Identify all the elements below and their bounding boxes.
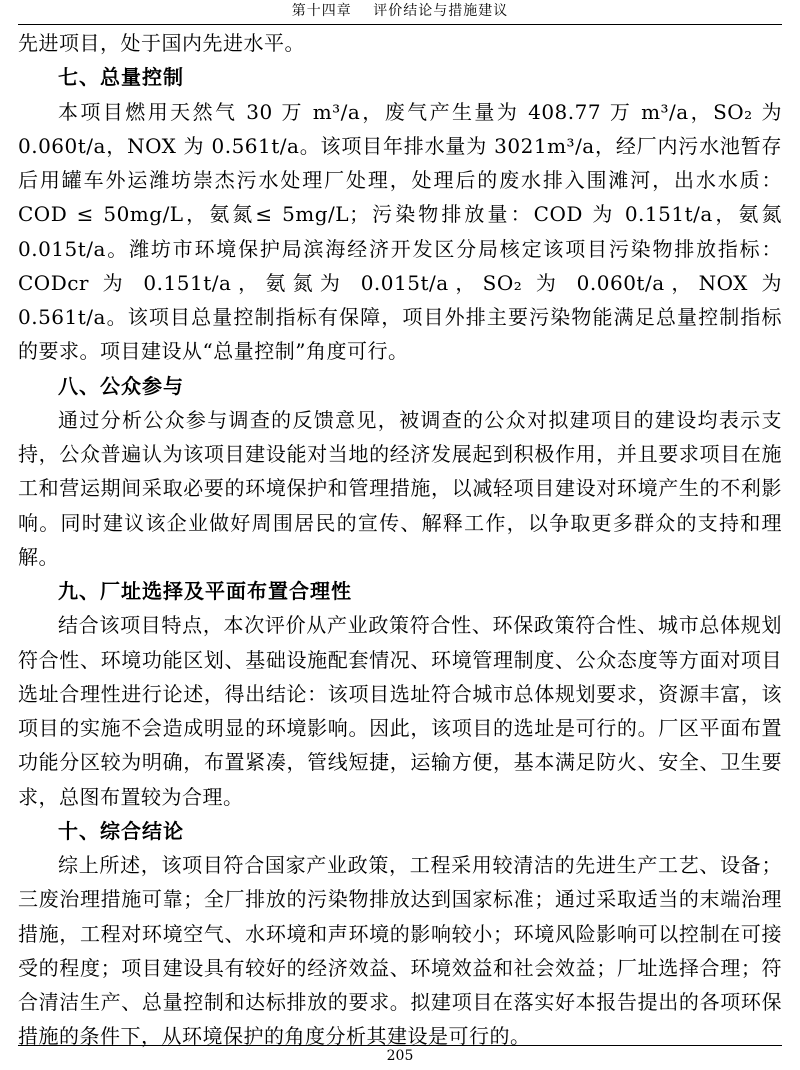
section-7-heading: 七、总量控制 <box>58 65 184 90</box>
chapter-title: 评价结论与措施建议 <box>373 3 509 19</box>
section-9-heading: 九、厂址选择及平面布置合理性 <box>58 579 352 603</box>
intro-tail-paragraph: 先进项目，处于国内先进水平。 <box>18 31 305 55</box>
document-body <box>18 26 782 1054</box>
chapter-label: 第十四章 <box>291 3 352 19</box>
section-7-body: 本项目燃用天然气 30 万 m³/a，废气产生量为 408.77 万 m³/a，SO₂ 为 0.060t/a，NOX 为 0.561t/a。该项目年排水量为 3021m³/a，经厂内污水池暂存后用罐车外运潍坊崇杰污水处理厂处理，处理后的废水排入围滩河，出水水质：COD ≤ 50mg/L，氨氮≤ 5mg/L；污染物排放量：COD 为 0.151t/a，氨氮 0.015t/a。潍坊市环境保护局滨海经济开发区分局核定该项目污染物排放指标：CODcr 为 0.151t/a，氨氮为 0.015t/a，SO₂ 为 0.060t/a，NOX 为 0.561t/a。该项目总量控制指标有保障，项目外排主要污染物能满足总量控制指标的要求。项目建设从“总量控制”角度可行。 <box>18 99 782 364</box>
page-number: 205 <box>386 1048 414 1064</box>
page-footer <box>18 1045 782 1070</box>
section-8-heading: 八、公众参与 <box>58 373 184 398</box>
page-header <box>18 0 782 25</box>
section-10-body: 综上所述，该项目符合国家产业政策，工程采用较清洁的先进生产工艺、设备；三废治理措施可靠；全厂排放的污染物排放达到国家标准；通过采取适当的末端治理措施，工程对环境空气、水环境和声环境的影响较小；环境风险影响可以控制在可接受的程度；项目建设具有较好的经济效益、环境效益和社会效益；厂址选择合理；符合清洁生产、总量控制和达标排放的要求。拟建项目在落实好本报告提出的各项环保措施的条件下，从环境保护的角度分析其建设是可行的。 <box>18 853 782 1049</box>
section-8-body: 通过分析公众参与调查的反馈意见，被调查的公众对拟建项目的建设均表示支持，公众普遍认为该项目建设能对当地的经济发展起到积极作用，并且要求项目在施工和营运期间采取必要的环境保护和管理措施，以减轻项目建设对环境产生的不利影响。同时建议该企业做好周围居民的宣传、解释工作，以争取更多群众的支持和理解。 <box>18 407 782 569</box>
section-10-heading: 十、综合结论 <box>58 818 184 843</box>
section-9-body: 结合该项目特点，本次评价从产业政策符合性、环保政策符合性、城市总体规划符合性、环境功能区划、基础设施配套情况、环境管理制度、公众态度等方面对项目选址合理性进行论述，得出结论：该项目选址符合城市总体规划要求，资源丰富，该项目的实施不会造成明显的环境影响。因此，该项目的选址是可行的。厂区平面布置功能分区较为明确，布置紧凑，管线短捷，运输方便，基本满足防火、安全、卫生要求，总图布置较为合理。 <box>18 613 782 809</box>
